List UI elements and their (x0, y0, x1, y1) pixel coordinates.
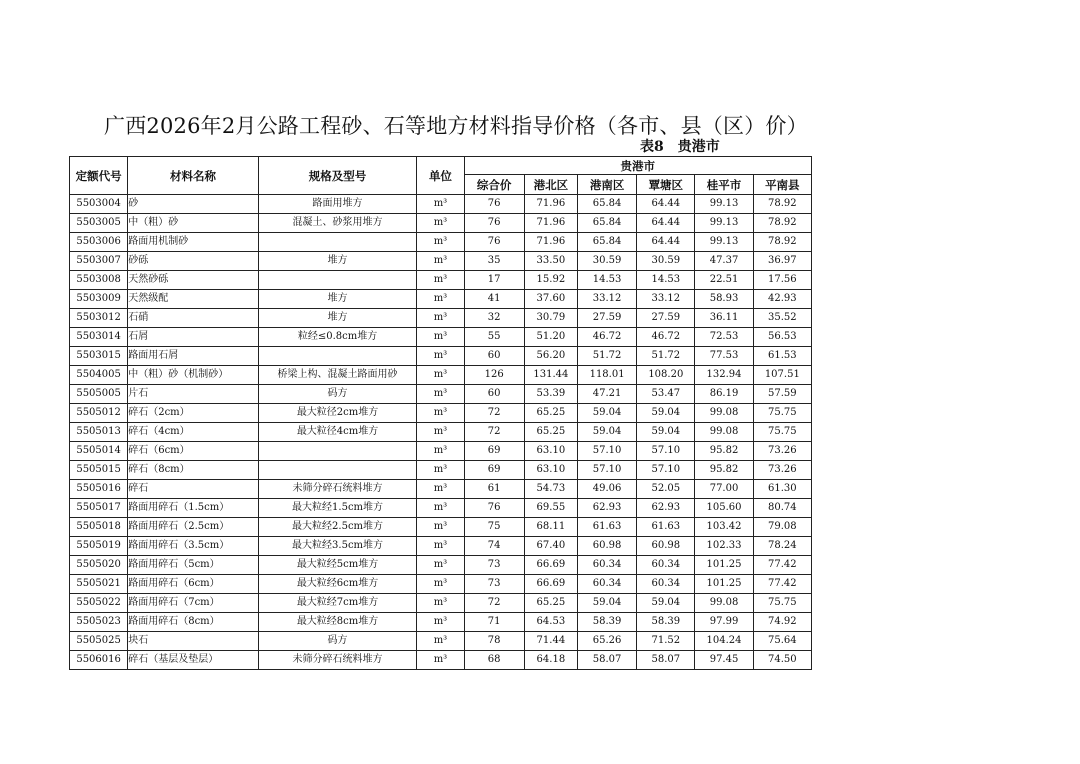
cell-price-guiping: 103.42 (695, 518, 753, 537)
header-row-group (70, 157, 812, 175)
cell-spec: 堆方 (258, 290, 417, 309)
cell-spec: 桥梁上构、混凝土路面用砂 (258, 366, 417, 385)
cell-price-qintang: 60.34 (637, 575, 695, 594)
cell-code: 5505020 (70, 556, 128, 575)
cell-price-gangbei: 66.69 (524, 575, 577, 594)
cell-price-qintang: 30.59 (637, 252, 695, 271)
header-group-city: 贵港市 (464, 157, 811, 175)
cell-price-pingnan: 75.75 (753, 594, 811, 613)
cell-price-gangbei: 71.96 (524, 195, 577, 214)
cell-price-gangbei: 69.55 (524, 499, 577, 518)
cell-unit: m³ (417, 556, 464, 575)
cell-code: 5503012 (70, 309, 128, 328)
cell-price-pingnan: 75.75 (753, 404, 811, 423)
cell-price-gangnan: 61.63 (577, 518, 636, 537)
cell-price-composite: 72 (464, 423, 524, 442)
header-unit: 单位 (417, 157, 464, 195)
cell-price-qintang: 53.47 (637, 385, 695, 404)
table-row (70, 195, 812, 214)
cell-code: 5503015 (70, 347, 128, 366)
cell-unit: m³ (417, 480, 464, 499)
cell-code: 5505015 (70, 461, 128, 480)
cell-price-guiping: 58.93 (695, 290, 753, 309)
cell-price-guiping: 99.13 (695, 233, 753, 252)
cell-unit: m³ (417, 461, 464, 480)
cell-price-composite: 76 (464, 214, 524, 233)
header-code: 定额代号 (70, 157, 128, 195)
cell-spec: 粒经≤0.8cm堆方 (258, 328, 417, 347)
cell-unit: m³ (417, 366, 464, 385)
cell-price-composite: 78 (464, 632, 524, 651)
cell-price-gangnan: 58.39 (577, 613, 636, 632)
cell-price-composite: 17 (464, 271, 524, 290)
table-row (70, 537, 812, 556)
cell-price-composite: 60 (464, 347, 524, 366)
cell-price-guiping: 99.13 (695, 214, 753, 233)
cell-price-gangnan: 118.01 (577, 366, 636, 385)
page-title: 广西2026年2月公路工程砂、石等地方材料指导价格（各市、县（区）价） (104, 114, 808, 138)
cell-unit: m³ (417, 195, 464, 214)
cell-price-guiping: 104.24 (695, 632, 753, 651)
cell-price-gangbei: 65.25 (524, 423, 577, 442)
cell-unit: m³ (417, 423, 464, 442)
header-col-composite: 综合价 (464, 175, 524, 195)
cell-code: 5505016 (70, 480, 128, 499)
cell-price-gangbei: 67.40 (524, 537, 577, 556)
cell-price-pingnan: 61.53 (753, 347, 811, 366)
table-row (70, 404, 812, 423)
cell-code: 5504005 (70, 366, 128, 385)
cell-price-qintang: 57.10 (637, 461, 695, 480)
cell-price-pingnan: 78.92 (753, 195, 811, 214)
cell-price-gangnan: 33.12 (577, 290, 636, 309)
table-row (70, 423, 812, 442)
cell-code: 5503005 (70, 214, 128, 233)
cell-price-gangnan: 62.93 (577, 499, 636, 518)
cell-material-name: 中（粗）砂 (128, 214, 259, 233)
cell-unit: m³ (417, 518, 464, 537)
cell-material-name: 路面用机制砂 (128, 233, 259, 252)
header-col-qintang: 覃塘区 (637, 175, 695, 195)
cell-price-gangbei: 68.11 (524, 518, 577, 537)
cell-price-composite: 126 (464, 366, 524, 385)
cell-material-name: 路面用碎石（7cm） (128, 594, 259, 613)
cell-price-gangbei: 66.69 (524, 556, 577, 575)
cell-unit: m³ (417, 271, 464, 290)
cell-spec: 最大粒经2.5cm堆方 (258, 518, 417, 537)
cell-price-guiping: 86.19 (695, 385, 753, 404)
table-row (70, 366, 812, 385)
cell-code: 5505021 (70, 575, 128, 594)
cell-material-name: 碎石（2cm） (128, 404, 259, 423)
cell-spec: 最大粒经5cm堆方 (258, 556, 417, 575)
cell-price-pingnan: 57.59 (753, 385, 811, 404)
table-row (70, 632, 812, 651)
cell-code: 5505012 (70, 404, 128, 423)
cell-price-qintang: 61.63 (637, 518, 695, 537)
header-col-pingnan: 平南县 (753, 175, 811, 195)
cell-code: 5506016 (70, 651, 128, 670)
cell-code: 5505022 (70, 594, 128, 613)
cell-price-qintang: 46.72 (637, 328, 695, 347)
cell-price-composite: 76 (464, 499, 524, 518)
cell-material-name: 石硝 (128, 309, 259, 328)
cell-price-qintang: 58.39 (637, 613, 695, 632)
cell-unit: m³ (417, 233, 464, 252)
cell-price-gangbei: 54.73 (524, 480, 577, 499)
cell-price-guiping: 99.08 (695, 594, 753, 613)
cell-material-name: 砂 (128, 195, 259, 214)
header-name: 材料名称 (128, 157, 259, 195)
table-row (70, 271, 812, 290)
cell-price-guiping: 95.82 (695, 442, 753, 461)
cell-material-name: 路面用碎石（5cm） (128, 556, 259, 575)
cell-price-composite: 73 (464, 575, 524, 594)
cell-unit: m³ (417, 537, 464, 556)
cell-unit: m³ (417, 309, 464, 328)
header-col-gangnan: 港南区 (577, 175, 636, 195)
table-row (70, 290, 812, 309)
cell-price-gangbei: 71.96 (524, 214, 577, 233)
cell-price-qintang: 64.44 (637, 195, 695, 214)
cell-unit: m³ (417, 290, 464, 309)
cell-unit: m³ (417, 632, 464, 651)
cell-price-gangbei: 30.79 (524, 309, 577, 328)
table-row (70, 651, 812, 670)
cell-price-composite: 35 (464, 252, 524, 271)
cell-price-gangnan: 49.06 (577, 480, 636, 499)
cell-price-gangbei: 51.20 (524, 328, 577, 347)
cell-price-pingnan: 75.75 (753, 423, 811, 442)
cell-price-gangbei: 131.44 (524, 366, 577, 385)
cell-price-pingnan: 79.08 (753, 518, 811, 537)
cell-price-composite: 60 (464, 385, 524, 404)
cell-price-gangnan: 60.98 (577, 537, 636, 556)
cell-price-composite: 76 (464, 233, 524, 252)
cell-spec: 路面用堆方 (258, 195, 417, 214)
cell-spec: 最大粒经3.5cm堆方 (258, 537, 417, 556)
cell-unit: m³ (417, 651, 464, 670)
cell-price-guiping: 99.08 (695, 404, 753, 423)
cell-material-name: 中（粗）砂（机制砂） (128, 366, 259, 385)
table-row (70, 328, 812, 347)
cell-price-pingnan: 77.42 (753, 575, 811, 594)
cell-code: 5503008 (70, 271, 128, 290)
cell-price-pingnan: 78.24 (753, 537, 811, 556)
cell-price-qintang: 51.72 (637, 347, 695, 366)
cell-unit: m³ (417, 328, 464, 347)
cell-spec: 堆方 (258, 252, 417, 271)
cell-price-gangnan: 65.84 (577, 195, 636, 214)
cell-price-qintang: 64.44 (637, 233, 695, 252)
cell-price-gangbei: 65.25 (524, 594, 577, 613)
cell-price-composite: 69 (464, 442, 524, 461)
cell-price-composite: 61 (464, 480, 524, 499)
cell-price-composite: 74 (464, 537, 524, 556)
cell-price-gangbei: 63.10 (524, 442, 577, 461)
cell-price-pingnan: 74.50 (753, 651, 811, 670)
cell-unit: m³ (417, 594, 464, 613)
cell-price-pingnan: 73.26 (753, 461, 811, 480)
cell-price-pingnan: 75.64 (753, 632, 811, 651)
cell-price-pingnan: 74.92 (753, 613, 811, 632)
cell-material-name: 块石 (128, 632, 259, 651)
cell-price-pingnan: 36.97 (753, 252, 811, 271)
cell-material-name: 石屑 (128, 328, 259, 347)
cell-price-composite: 73 (464, 556, 524, 575)
cell-price-gangnan: 60.34 (577, 556, 636, 575)
cell-material-name: 路面用碎石（2.5cm） (128, 518, 259, 537)
cell-price-composite: 72 (464, 594, 524, 613)
table-row (70, 575, 812, 594)
table-row (70, 214, 812, 233)
cell-material-name: 片石 (128, 385, 259, 404)
cell-price-gangbei: 63.10 (524, 461, 577, 480)
cell-price-guiping: 105.60 (695, 499, 753, 518)
cell-price-composite: 68 (464, 651, 524, 670)
cell-price-pingnan: 56.53 (753, 328, 811, 347)
table-row (70, 594, 812, 613)
cell-price-gangnan: 47.21 (577, 385, 636, 404)
cell-price-qintang: 27.59 (637, 309, 695, 328)
cell-price-qintang: 108.20 (637, 366, 695, 385)
cell-price-guiping: 77.00 (695, 480, 753, 499)
table-row (70, 461, 812, 480)
cell-code: 5505017 (70, 499, 128, 518)
cell-material-name: 路面用碎石（8cm） (128, 613, 259, 632)
cell-price-pingnan: 17.56 (753, 271, 811, 290)
cell-code: 5505025 (70, 632, 128, 651)
cell-material-name: 路面用碎石（3.5cm） (128, 537, 259, 556)
cell-price-composite: 71 (464, 613, 524, 632)
cell-unit: m³ (417, 404, 464, 423)
cell-price-composite: 72 (464, 404, 524, 423)
cell-code: 5503009 (70, 290, 128, 309)
cell-price-qintang: 59.04 (637, 423, 695, 442)
header-col-guiping: 桂平市 (695, 175, 753, 195)
cell-price-guiping: 95.82 (695, 461, 753, 480)
cell-price-qintang: 71.52 (637, 632, 695, 651)
cell-spec: 最大粒经1.5cm堆方 (258, 499, 417, 518)
cell-unit: m³ (417, 442, 464, 461)
cell-price-gangbei: 33.50 (524, 252, 577, 271)
header-spec: 规格及型号 (258, 157, 417, 195)
cell-price-guiping: 99.08 (695, 423, 753, 442)
cell-spec (258, 347, 417, 366)
cell-spec: 码方 (258, 632, 417, 651)
cell-spec: 最大粒经7cm堆方 (258, 594, 417, 613)
cell-price-gangnan: 46.72 (577, 328, 636, 347)
cell-price-guiping: 22.51 (695, 271, 753, 290)
cell-code: 5503006 (70, 233, 128, 252)
cell-price-gangnan: 14.53 (577, 271, 636, 290)
cell-price-gangnan: 60.34 (577, 575, 636, 594)
cell-price-guiping: 102.33 (695, 537, 753, 556)
cell-price-composite: 55 (464, 328, 524, 347)
table-row (70, 347, 812, 366)
table-row (70, 613, 812, 632)
cell-material-name: 碎石（6cm） (128, 442, 259, 461)
cell-material-name: 天然砂砾 (128, 271, 259, 290)
cell-price-qintang: 60.98 (637, 537, 695, 556)
cell-price-guiping: 72.53 (695, 328, 753, 347)
cell-price-gangbei: 37.60 (524, 290, 577, 309)
cell-code: 5505013 (70, 423, 128, 442)
cell-material-name: 天然级配 (128, 290, 259, 309)
header-col-gangbei: 港北区 (524, 175, 577, 195)
cell-price-pingnan: 61.30 (753, 480, 811, 499)
table-row (70, 480, 812, 499)
cell-unit: m³ (417, 613, 464, 632)
cell-spec: 最大粒径4cm堆方 (258, 423, 417, 442)
cell-price-gangnan: 30.59 (577, 252, 636, 271)
cell-price-qintang: 52.05 (637, 480, 695, 499)
cell-price-gangbei: 64.53 (524, 613, 577, 632)
cell-material-name: 路面用石屑 (128, 347, 259, 366)
cell-unit: m³ (417, 252, 464, 271)
cell-spec: 最大粒经6cm堆方 (258, 575, 417, 594)
cell-price-qintang: 33.12 (637, 290, 695, 309)
price-table (69, 156, 812, 670)
cell-price-gangnan: 59.04 (577, 594, 636, 613)
cell-code: 5505018 (70, 518, 128, 537)
cell-price-qintang: 57.10 (637, 442, 695, 461)
cell-price-composite: 75 (464, 518, 524, 537)
cell-spec: 堆方 (258, 309, 417, 328)
cell-spec: 最大粒经8cm堆方 (258, 613, 417, 632)
cell-spec (258, 271, 417, 290)
cell-spec: 混凝土、砂浆用堆方 (258, 214, 417, 233)
cell-unit: m³ (417, 214, 464, 233)
cell-price-pingnan: 42.93 (753, 290, 811, 309)
table-row (70, 252, 812, 271)
cell-code: 5505023 (70, 613, 128, 632)
cell-price-gangnan: 65.84 (577, 233, 636, 252)
cell-price-gangnan: 59.04 (577, 423, 636, 442)
cell-spec: 最大粒径2cm堆方 (258, 404, 417, 423)
cell-material-name: 碎石 (128, 480, 259, 499)
cell-price-gangbei: 71.44 (524, 632, 577, 651)
cell-code: 5505005 (70, 385, 128, 404)
cell-price-guiping: 101.25 (695, 575, 753, 594)
cell-price-qintang: 64.44 (637, 214, 695, 233)
cell-spec: 码方 (258, 385, 417, 404)
cell-spec (258, 442, 417, 461)
cell-price-pingnan: 73.26 (753, 442, 811, 461)
cell-price-gangbei: 71.96 (524, 233, 577, 252)
cell-code: 5503007 (70, 252, 128, 271)
cell-price-pingnan: 80.74 (753, 499, 811, 518)
table-row (70, 309, 812, 328)
cell-unit: m³ (417, 385, 464, 404)
cell-code: 5503014 (70, 328, 128, 347)
cell-price-pingnan: 77.42 (753, 556, 811, 575)
cell-price-qintang: 60.34 (637, 556, 695, 575)
cell-price-guiping: 132.94 (695, 366, 753, 385)
cell-code: 5505014 (70, 442, 128, 461)
cell-price-pingnan: 78.92 (753, 214, 811, 233)
cell-code: 5505019 (70, 537, 128, 556)
cell-price-gangbei: 64.18 (524, 651, 577, 670)
cell-price-gangnan: 27.59 (577, 309, 636, 328)
cell-price-qintang: 59.04 (637, 594, 695, 613)
cell-price-gangbei: 15.92 (524, 271, 577, 290)
cell-price-guiping: 97.99 (695, 613, 753, 632)
cell-price-guiping: 97.45 (695, 651, 753, 670)
table-caption: 表8 贵港市 (640, 139, 720, 155)
cell-price-pingnan: 78.92 (753, 233, 811, 252)
cell-unit: m³ (417, 575, 464, 594)
cell-spec (258, 233, 417, 252)
cell-price-qintang: 58.07 (637, 651, 695, 670)
cell-price-gangnan: 51.72 (577, 347, 636, 366)
table-row (70, 518, 812, 537)
cell-price-gangbei: 65.25 (524, 404, 577, 423)
cell-material-name: 砂砾 (128, 252, 259, 271)
table-row (70, 499, 812, 518)
cell-price-qintang: 59.04 (637, 404, 695, 423)
table-row (70, 556, 812, 575)
cell-price-gangnan: 57.10 (577, 461, 636, 480)
cell-price-gangbei: 53.39 (524, 385, 577, 404)
cell-price-qintang: 14.53 (637, 271, 695, 290)
cell-price-composite: 69 (464, 461, 524, 480)
cell-price-gangnan: 65.26 (577, 632, 636, 651)
cell-material-name: 碎石（4cm） (128, 423, 259, 442)
cell-material-name: 路面用碎石（6cm） (128, 575, 259, 594)
cell-price-guiping: 47.37 (695, 252, 753, 271)
table-row (70, 442, 812, 461)
cell-spec: 未筛分碎石统料堆方 (258, 651, 417, 670)
cell-price-guiping: 36.11 (695, 309, 753, 328)
table-row (70, 385, 812, 404)
cell-material-name: 碎石（8cm） (128, 461, 259, 480)
cell-price-composite: 32 (464, 309, 524, 328)
cell-price-composite: 76 (464, 195, 524, 214)
cell-unit: m³ (417, 499, 464, 518)
cell-price-guiping: 99.13 (695, 195, 753, 214)
cell-spec: 未筛分碎石统料堆方 (258, 480, 417, 499)
cell-price-gangnan: 57.10 (577, 442, 636, 461)
cell-price-guiping: 77.53 (695, 347, 753, 366)
cell-spec (258, 461, 417, 480)
cell-price-pingnan: 107.51 (753, 366, 811, 385)
cell-price-gangnan: 58.07 (577, 651, 636, 670)
cell-code: 5503004 (70, 195, 128, 214)
table-body (70, 195, 812, 670)
table-row (70, 233, 812, 252)
cell-unit: m³ (417, 347, 464, 366)
cell-material-name: 碎石（基层及垫层） (128, 651, 259, 670)
cell-price-gangnan: 65.84 (577, 214, 636, 233)
cell-price-gangnan: 59.04 (577, 404, 636, 423)
cell-price-gangbei: 56.20 (524, 347, 577, 366)
cell-price-guiping: 101.25 (695, 556, 753, 575)
cell-price-pingnan: 35.52 (753, 309, 811, 328)
cell-price-qintang: 62.93 (637, 499, 695, 518)
cell-material-name: 路面用碎石（1.5cm） (128, 499, 259, 518)
cell-price-composite: 41 (464, 290, 524, 309)
